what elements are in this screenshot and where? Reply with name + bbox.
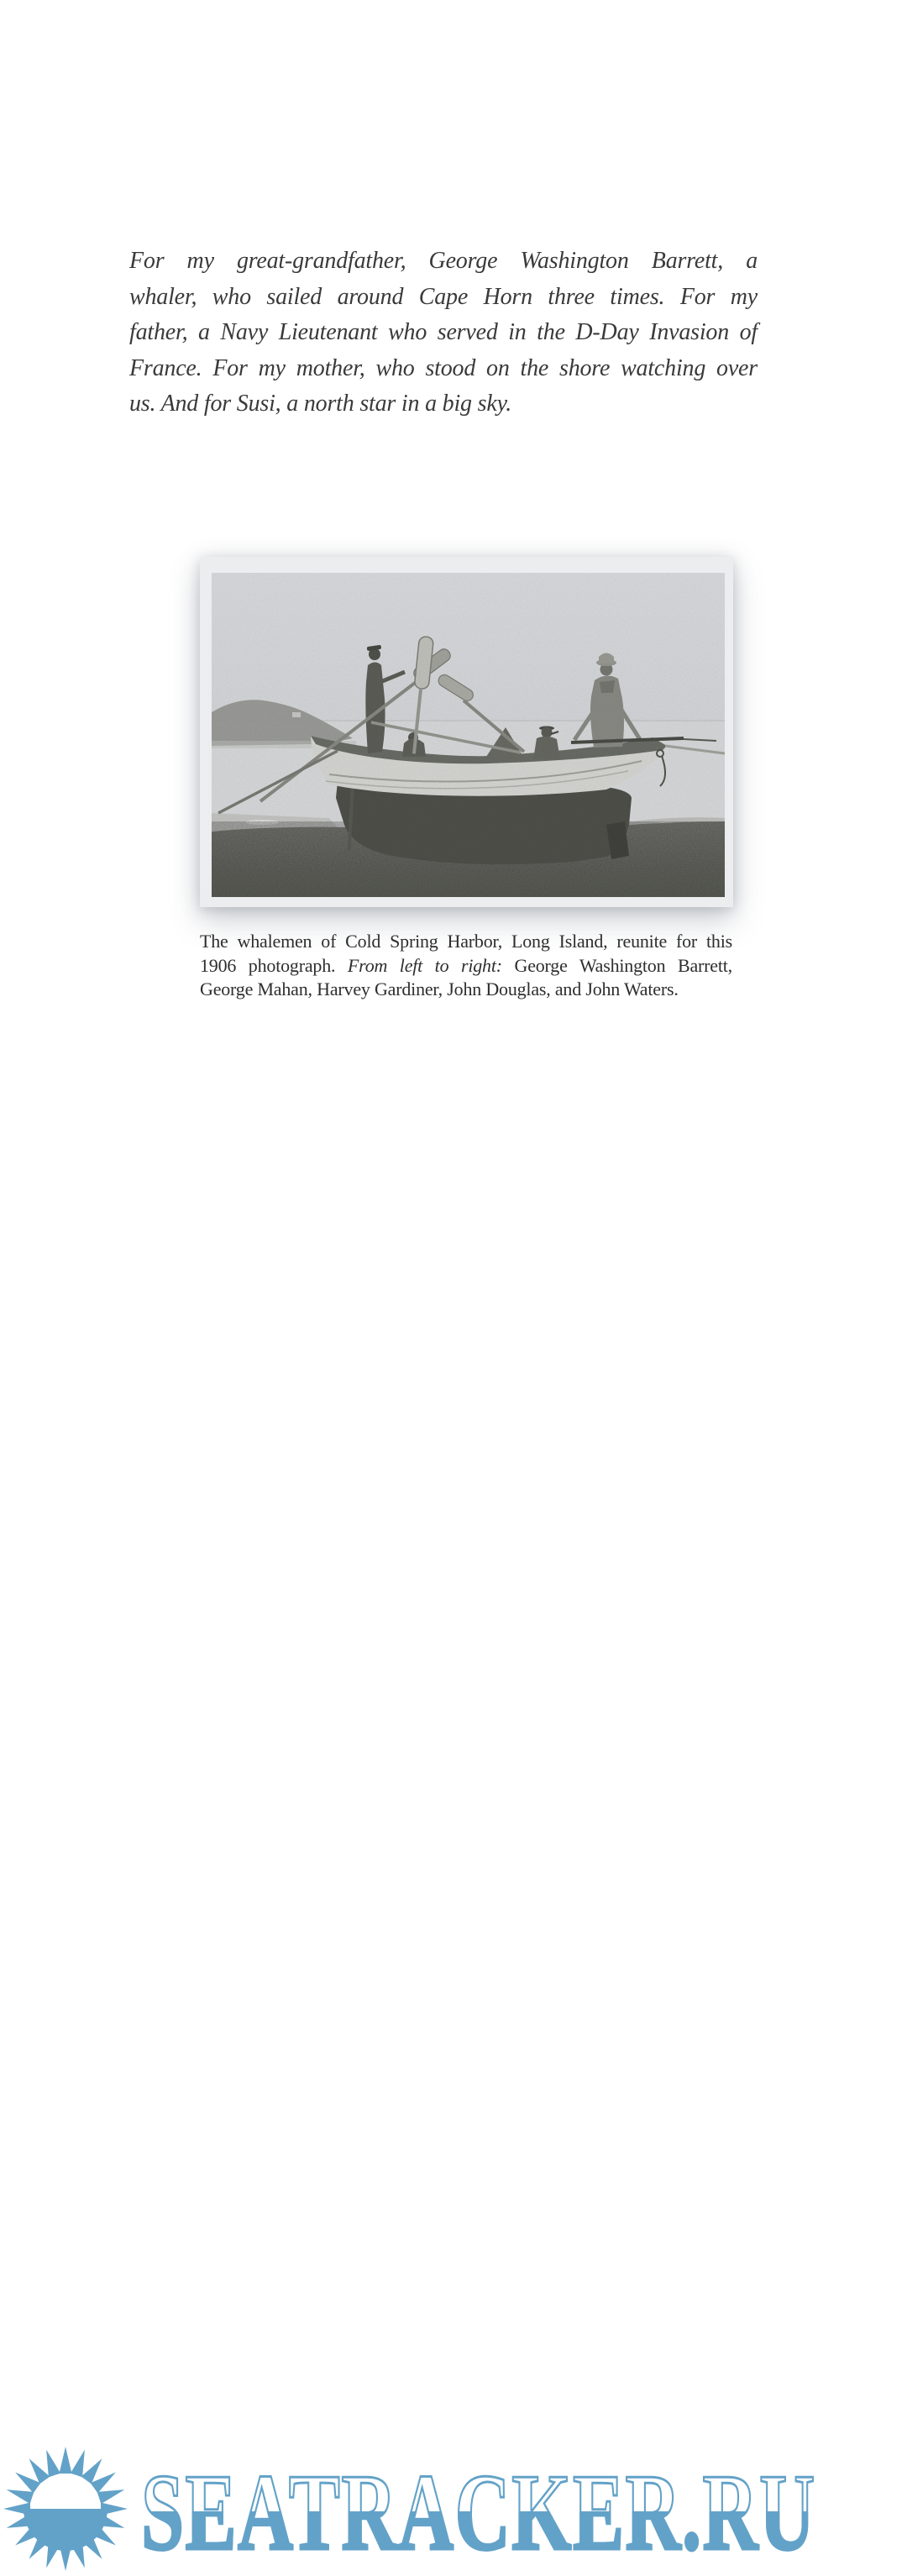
dedication-line: father, a Navy Lieutenant who served in the D-Day Invasion of bbox=[129, 319, 758, 346]
dedication-line: For my great-grandfather, George Washington Barrett, a bbox=[129, 248, 758, 274]
dedication-line: France. For my mother, who stood on the shore watching over bbox=[129, 354, 758, 381]
dedication bbox=[129, 244, 758, 422]
photo-caption bbox=[200, 930, 732, 1002]
caption-text: 1906 photograph. bbox=[200, 954, 348, 976]
watermark-text bbox=[141, 2452, 907, 2573]
watermark-text-label: SEATRACKER.RU bbox=[141, 2452, 816, 2573]
caption-text: George Washington Barrett, bbox=[501, 954, 732, 976]
dedication-line: whaler, who sailed around Cape Horn three times. For my bbox=[129, 283, 758, 310]
caption-line: George Mahan, Harvey Gardiner, John Douglas, and John Waters. bbox=[200, 978, 679, 1000]
whaleboat-photo bbox=[212, 573, 725, 897]
caption-line: The whalemen of Cold Spring Harbor, Long Island, reunite for this bbox=[200, 931, 732, 952]
photograph-print bbox=[200, 557, 733, 907]
caption-italic-phrase: From left to right: bbox=[347, 954, 502, 976]
watermark bbox=[0, 1176, 907, 2573]
sun-over-sea-icon bbox=[0, 2442, 133, 2576]
photo-grain-overlay bbox=[212, 573, 725, 897]
caption-line bbox=[200, 954, 732, 978]
dedication-line: us. And for Susi, a north star in a big sky. bbox=[129, 391, 512, 417]
